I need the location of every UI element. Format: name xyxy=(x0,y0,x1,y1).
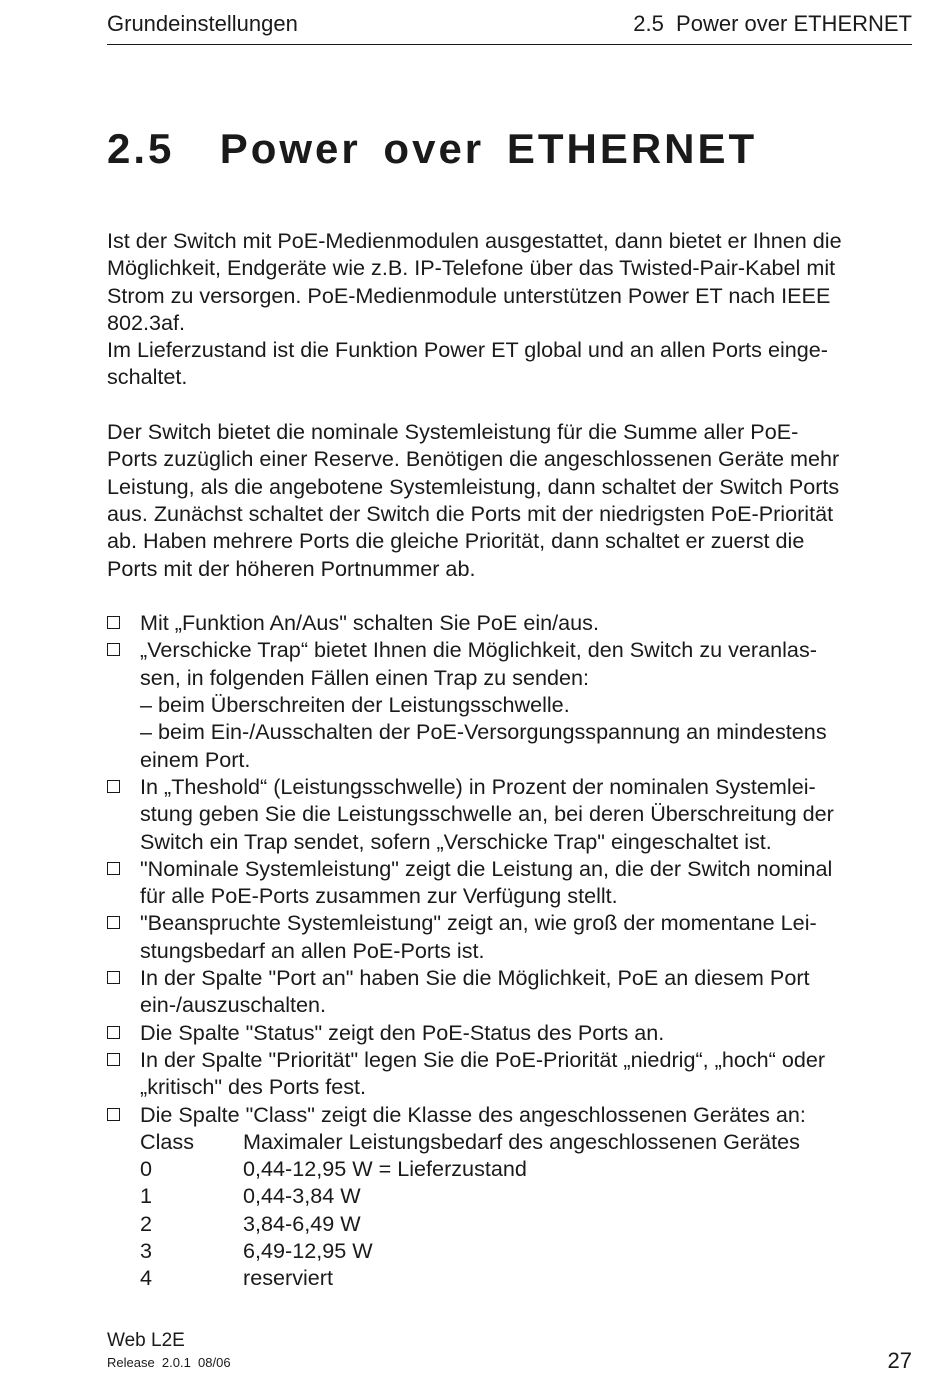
text-line: – beim Ein-/Ausschalten der PoE-Versorgungsspannung an mindestens xyxy=(140,719,827,745)
text-line: Switch ein Trap sendet, sofern „Verschicke Trap" eingeschaltet ist. xyxy=(140,828,772,854)
text-line: für alle PoE-Ports zusammen zur Verfügung stellt. xyxy=(140,883,618,909)
text-line: „Verschicke Trap“ bietet Ihnen die Möglichkeit, den Switch zu veranlas- xyxy=(140,637,817,663)
page-number: 27 xyxy=(887,1348,912,1373)
text-line: Die Spalte "Class" zeigt die Klasse des angeschlossenen Gerätes an: xyxy=(140,1101,806,1127)
text-line: ein-/auszuschalten. xyxy=(140,992,327,1018)
class-table-row xyxy=(140,1182,917,1209)
list-item xyxy=(107,1019,917,1046)
text-line: Ist der Switch mit PoE-Medienmodulen ausgestattet, dann bietet er Ihnen die xyxy=(107,228,842,253)
class-table-row xyxy=(140,1264,917,1291)
power-value: 0,44-3,84 W xyxy=(243,1183,361,1209)
text-line: aus. Zunächst schaltet der Switch die Ports mit der niedrigsten PoE-Priorität xyxy=(107,500,834,526)
text-line: Ports mit der höheren Portnummer ab. xyxy=(107,555,476,581)
checkbox-bullet-icon xyxy=(107,780,120,793)
text-line: 802.3af. xyxy=(107,309,186,335)
list-item xyxy=(107,909,917,964)
checkbox-bullet-icon xyxy=(107,1053,120,1066)
text-line: schaltet. xyxy=(107,364,188,390)
text-line: „kritisch" des Ports fest. xyxy=(140,1074,367,1100)
class-column-header: Class xyxy=(140,1128,194,1154)
paragraph-power-reserve xyxy=(107,418,917,582)
paragraph-intro xyxy=(107,227,917,391)
text-line: Ports zuzüglich einer Reserve. Benötigen die angeschlossenen Geräte mehr xyxy=(107,446,840,472)
text-line: In der Spalte "Port an" haben Sie die Möglichkeit, PoE an diesem Port xyxy=(140,965,810,991)
checkbox-bullet-icon xyxy=(107,643,120,656)
checkbox-bullet-icon xyxy=(107,862,120,875)
class-table-header xyxy=(140,1128,917,1155)
list-item xyxy=(107,609,917,636)
section-title: 2.5 Power over ETHERNET xyxy=(107,125,758,173)
list-item xyxy=(107,964,917,1019)
checkbox-bullet-icon xyxy=(107,616,120,629)
text-line: stung geben Sie die Leistungsschwelle an, bei deren Überschreitung der xyxy=(140,801,834,827)
list-item xyxy=(107,1046,917,1101)
text-line: Die Spalte "Status" zeigt den PoE-Status des Ports an. xyxy=(140,1019,665,1045)
text-line: In der Spalte "Priorität" legen Sie die PoE-Priorität „niedrig“, „hoch“ oder xyxy=(140,1046,826,1072)
list-item xyxy=(107,636,917,772)
text-line: "Nominale Systemleistung" zeigt die Leistung an, die der Switch nominal xyxy=(140,855,833,881)
list-item xyxy=(107,773,917,855)
class-value: 1 xyxy=(140,1183,153,1209)
text-line: In „Theshold“ (Leistungsschwelle) in Prozent der nominalen Systemlei- xyxy=(140,773,816,799)
class-value: 4 xyxy=(140,1265,153,1291)
header-chapter: Grundeinstellungen xyxy=(107,11,298,36)
header-divider xyxy=(107,44,912,45)
text-line: ab. Haben mehrere Ports die gleiche Priorität, dann schaltet er zuerst die xyxy=(107,528,805,554)
power-value: 6,49-12,95 W xyxy=(243,1237,373,1263)
bullet-list xyxy=(107,609,917,1291)
text-line: "Beanspruchte Systemleistung" zeigt an, wie groß der momentane Lei- xyxy=(140,910,817,936)
body-text xyxy=(107,227,917,1292)
text-line: – beim Überschreiten der Leistungsschwelle. xyxy=(140,692,570,718)
power-value: 0,44-12,95 W = Lieferzustand xyxy=(243,1156,527,1182)
text-line: Leistung, als die angebotene Systemleistung, dann schaltet der Switch Ports xyxy=(107,473,840,499)
text-line: einem Port. xyxy=(140,746,251,772)
checkbox-bullet-icon xyxy=(107,971,120,984)
footer-document-name: Web L2E xyxy=(107,1330,185,1351)
class-value: 3 xyxy=(140,1237,153,1263)
text-line: Möglichkeit, Endgeräte wie z.B. IP-Telefone über das Twisted-Pair-Kabel mit xyxy=(107,255,836,281)
class-value: 2 xyxy=(140,1210,153,1236)
checkbox-bullet-icon xyxy=(107,1026,120,1039)
list-item xyxy=(107,855,917,910)
footer-release: Release 2.0.1 08/06 xyxy=(107,1355,231,1370)
class-table-row xyxy=(140,1210,917,1237)
class-table-row xyxy=(140,1155,917,1182)
power-value: reserviert xyxy=(243,1265,333,1291)
checkbox-bullet-icon xyxy=(107,916,120,929)
text-line: sen, in folgenden Fällen einen Trap zu senden: xyxy=(140,664,589,690)
text-line: stungsbedarf an allen PoE-Ports ist. xyxy=(140,937,485,963)
class-value: 0 xyxy=(140,1156,153,1182)
power-value: 3,84-6,49 W xyxy=(243,1210,361,1236)
power-column-header: Maximaler Leistungsbedarf des angeschlossenen Gerätes xyxy=(243,1128,800,1154)
class-table-row xyxy=(140,1237,917,1264)
text-line: Strom zu versorgen. PoE-Medienmodule unterstützen Power ET nach IEEE xyxy=(107,282,831,308)
class-table xyxy=(140,1128,917,1292)
header-section: 2.5 Power over ETHERNET xyxy=(633,11,912,36)
text-line: Im Lieferzustand ist die Funktion Power ET global und an allen Ports einge- xyxy=(107,337,828,363)
checkbox-bullet-icon xyxy=(107,1108,120,1121)
list-item xyxy=(107,1101,917,1292)
text-line: Mit „Funktion An/Aus" schalten Sie PoE ein/aus. xyxy=(140,610,599,636)
text-line: Der Switch bietet die nominale Systemleistung für die Summe aller PoE- xyxy=(107,419,799,445)
